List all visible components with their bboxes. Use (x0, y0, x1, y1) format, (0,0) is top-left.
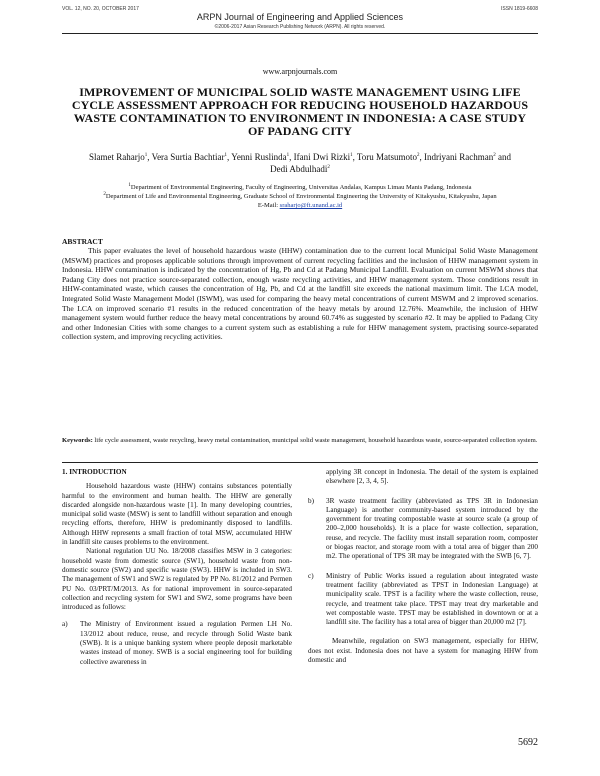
issn: ISSN 1819-6608 (501, 6, 538, 12)
journal-website: www.arpnjournals.com (262, 67, 338, 76)
author-name: Toru Matsumoto (356, 152, 418, 162)
author-affiliation-mark: 2 (493, 153, 496, 158)
affiliations (75, 183, 525, 210)
header-rule (62, 33, 538, 34)
keywords-text: life cycle assessment, waste recycling, heavy metal contamination, municipal solid waste management, household hazardous waste, source-separated collection system. (92, 437, 538, 444)
list-item-b: b) 3R waste treatment facility (abbreviated as TPS 3R in Indonesian Language) is another community-based system introduced by the government for treating compostable waste at source scale (a group of 200–2,000 households). It is a place for waste collection, separation, reuse, and recycle. The facility must install separation room, composter or biogas reactor, and storage room with a total area of bigger than 200 m2. The operational of TPS 3R may be integrated with the SWB [6, 7]. (308, 496, 538, 561)
right-column (308, 468, 538, 665)
abstract-text: This paper evaluates the level of household hazardous waste (HHW) contamination due to the current local Municipal Solid Waste Management (MSWM) practices and proposes applicable solutions through improvement of current recycling facilities and the inclusion of HHW management system in Indonesia. HHW contamination is indicated by the concentration of Hg, Pb and Cd at Padang Municipal Landfill. Evaluation on current MSWM shows that Padang City does not practice source-separated collection, enough waste recycling activities, and HHW management system. Those conditions result in HHW-contaminated waste, which causes the concentration of Hg, Pb, and Cd at the landfill site exceeds the national maximum limit. The LCA model, Integrated Solid Waste Management Model (ISWM), was used for comparing the heavy metal concentrations of current MSWM and 2 improved scenarios. The LCA on improved scenario #1 results in the reduced concentration of the heavy metals by around 12.76%. Meanwhile, the inclusion of HHW management system would further reduce the heavy metal concentrations by around 60.74% as suggested by scenario #2. It may be applied to Padang City and other Indonesian Cities with some changes to a current system such as establishing a rule for HHW management system, practising source-separated collection system, and improving recycling activities. (62, 246, 538, 342)
page-number: 5692 (518, 737, 538, 748)
section-heading: 1. INTRODUCTION (62, 468, 127, 476)
email-line: E-Mail: sraharjo@ft.unand.ac.id (257, 202, 343, 209)
author-affiliation-mark: 2 (417, 153, 420, 158)
list-item-a: a) The Ministry of Environment issued a regulation Permen LH No. 13/2012 about reduce, reuse, and recycle through Solid Waste bank (SWB). It is a unique banking system where people deposit marketable wastes instead of money. SWB is a social engineering tool for building collective awareness in (62, 620, 292, 666)
list-item-a-continued: applying 3R concept in Indonesia. The detail of the system is explained elsewhere [2, 3, 4, 5]. (326, 468, 538, 486)
author-separator: , (419, 152, 425, 162)
intro-paragraph-1: Household hazardous waste (HHW) contains substances potentially harmful to the environment and human health. The HHW are generally discarded alongside non-hazardous waste [1]. In many developing countries, municipal solid waste (MSW) is sent to landfill without separation and enough recycling efforts, therefore, HHW is predominantly disposed to landfills. Although HHW represents a small fraction of total MSW, accumulated HHW in landfill site causes problems to the environment. (62, 482, 292, 547)
keywords-rule (62, 462, 538, 463)
author-list (80, 151, 520, 175)
keywords-label: Keywords: (62, 437, 93, 444)
journal-name: ARPN Journal of Engineering and Applied Sciences (196, 12, 404, 22)
author-name: Yenni Ruslinda (231, 152, 287, 162)
affiliation-2: $^2$Department of Life and Environmental Engineering, Graduate School of Environmental Engineering the University of Kitakyushu, Kitakyushu, Japan (103, 191, 497, 200)
author-affiliation-mark: 1 (224, 153, 228, 158)
author-name: Vera Surtia Bachtiar (151, 152, 225, 162)
author-separator: , (352, 152, 357, 162)
author-affiliation-mark: 1 (286, 153, 290, 158)
intro-paragraph-2: National regulation UU No. 18/2008 classifies MSW in 3 categories: household waste from domestic source (SW1), household waste from non-domestic source (SW2) and specific waste (SW3). HHW is included in SW3. The management of SW1 and SW2 is regulated by PP No. 81/2012 and Permen PU No. 03/PRT/M/2013. As for national improvement in source-separated collection and recycling system for SW1 and SW2, some programs have been introduced as follows: (62, 547, 292, 612)
intro-paragraph-3: Meanwhile, regulation on SW3 management, especially for HHW, does not exist. Indonesia does not have a system for managing HHW from domestic and (308, 637, 538, 665)
left-column (62, 468, 292, 667)
author-affiliation-mark: 1 (350, 153, 353, 158)
abstract-heading: ABSTRACT (62, 237, 103, 246)
author-separator: and (495, 152, 512, 162)
copyright-line: ©2006-2017 Asian Research Publishing Network (ARPN). All rights reserved. (214, 24, 386, 30)
author-name: Indriyani Rachman (424, 152, 494, 162)
author-name: Dedi Abdulhadi (270, 164, 328, 174)
affiliation-1: $^1$Department of Environmental Engineering, Faculty of Engineering, Universitas Andalas, Kampus Limau Manis Padang, Indonesia (128, 182, 472, 191)
author-name: Ifani Dwi Rizki (293, 152, 351, 162)
keywords (62, 437, 538, 446)
author-affiliation-mark: 1 (144, 153, 148, 158)
author-affiliation-mark: 2 (327, 165, 330, 170)
paper-title: IMPROVEMENT OF MUNICIPAL SOLID WASTE MANAGEMENT USING LIFE CYCLE ASSESSMENT APPROACH FOR REDUCING HOUSEHOLD HAZARDOUS WASTE CONTAMINATION TO ENVIRONMENT IN INDONESIA: A CASE STUDY OF PADANG CITY (71, 85, 529, 138)
author-separator: , (227, 152, 232, 162)
author-separator: , (147, 152, 152, 162)
volume-line: VOL. 12, NO. 20, OCTOBER 2017 (62, 6, 139, 12)
author-name: Slamet Raharjo (88, 152, 145, 162)
list-item-c: c) Ministry of Public Works issued a regulation about integrated waste treatment facility (abbreviated as TPST in Indonesian Language) at municipality scale. TPST is a facility where the waste collection, reuse, recycle, and treatment take place. TPST may treat dry marketable and wet compostable waste. TPST may be established in downtown or at a landfill site. The facility has a total area of bigger than 20,000 m2 [7]. (308, 571, 538, 627)
email-link[interactable]: sraharjo@ft.unand.ac.id (279, 202, 343, 209)
author-separator: , (289, 152, 294, 162)
